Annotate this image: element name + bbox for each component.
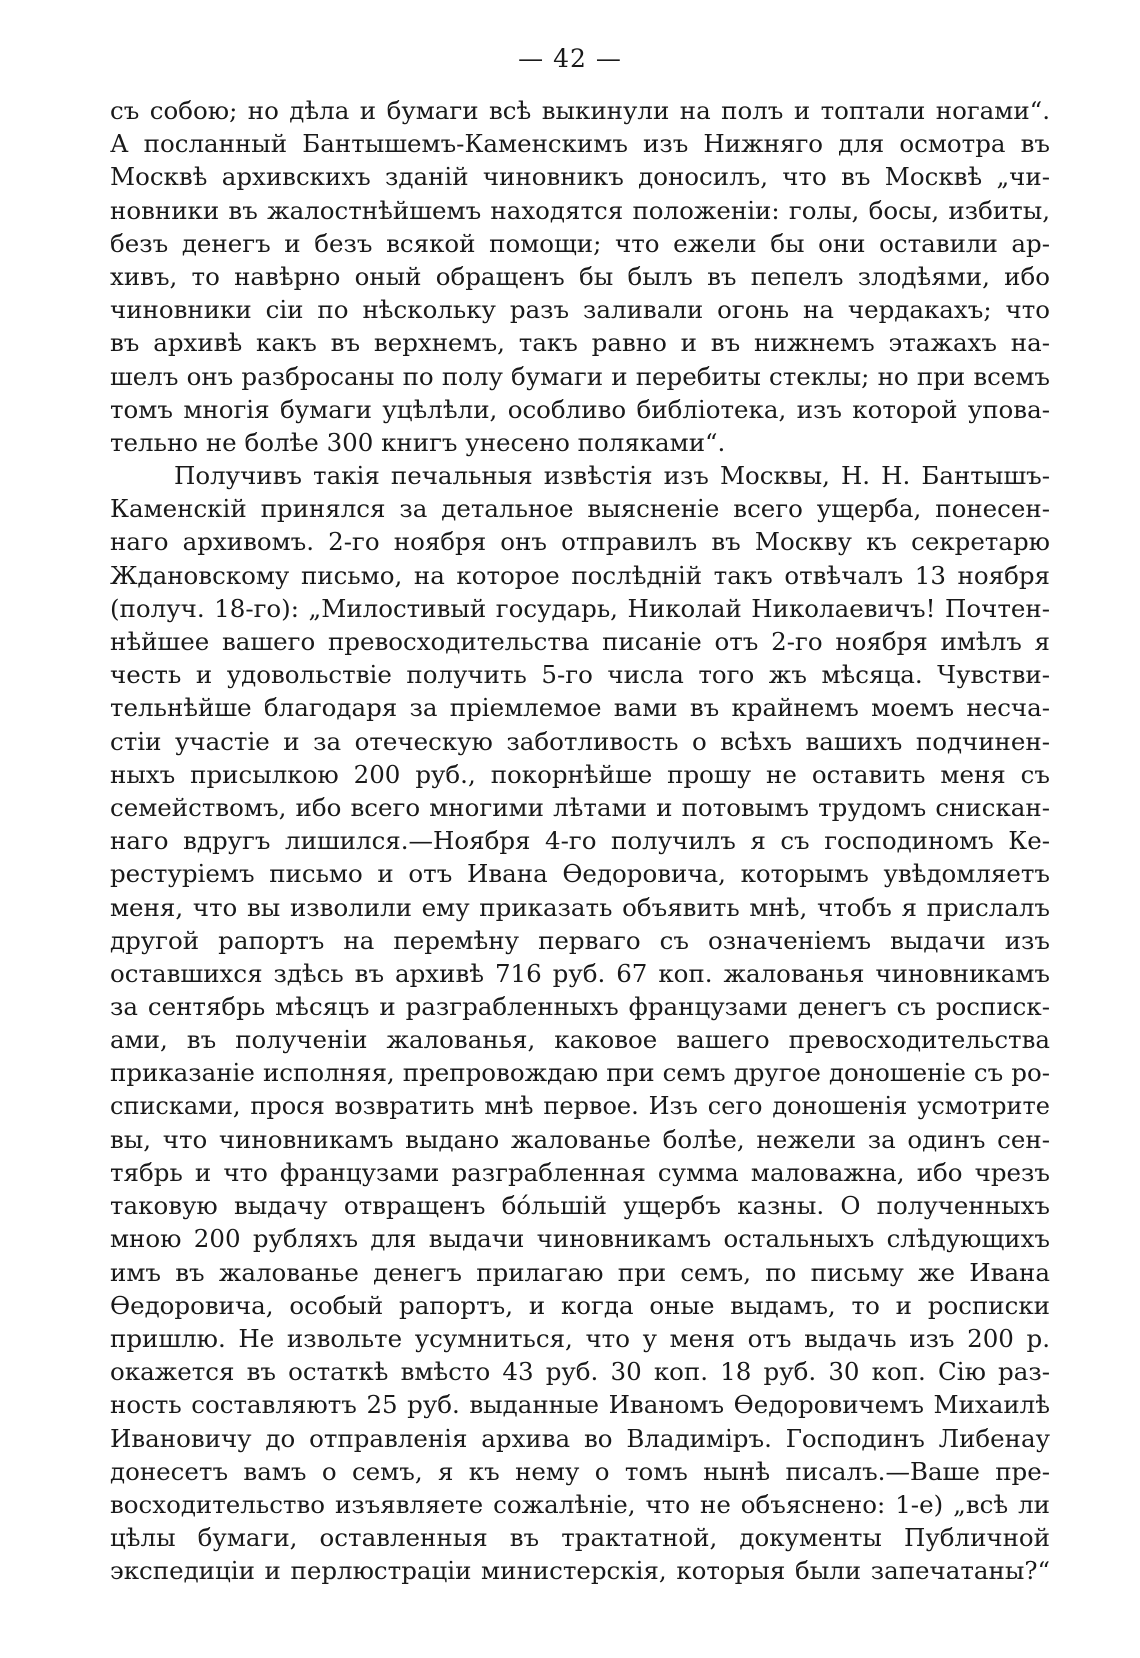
text-line: тельно не болѣе 300 книгъ унесено поляками“. <box>110 427 726 457</box>
text-line: рестуріемъ письмо и отъ Ивана Ѳедоровича, которымъ увѣдомляетъ <box>110 859 1050 889</box>
text-line: чиновники сіи по нѣскольку разъ заливали огонь на чердакахъ; что <box>110 295 1050 325</box>
text-line: честь и удовольствіе получить 5-го числа того жъ мѣсяца. Чувстви- <box>110 660 1050 690</box>
text-line: пришлю. Не извольте усумниться, что у меня отъ выдачь изъ 200 р. <box>110 1323 1050 1353</box>
text-line: новники въ жалостнѣйшемъ находятся положеніи: голы, босы, избиты, <box>110 195 1050 225</box>
text-line: тельнѣйше благодаря за пріемлемое вами въ крайнемъ моемъ несча- <box>110 693 1050 723</box>
text-line: наго вдругъ лишился.—Ноября 4-го получилъ я съ господиномъ Ке- <box>110 826 1050 856</box>
text-line: ность составляютъ 25 руб. выданные Иваномъ Ѳедоровичемъ Михаилѣ <box>110 1390 1050 1420</box>
page-number: — 42 — <box>518 44 622 73</box>
text-line: безъ денегъ и безъ всякой помощи; что ежели бы они оставили ар- <box>110 228 1050 258</box>
text-line: стіи участіе и за отеческую заботливость о всѣхъ вашихъ подчинен- <box>110 726 1050 756</box>
text-line: таковую выдачу отвращенъ бóльшій ущербъ казны. О полученныхъ <box>110 1191 1050 1221</box>
text-line: тябрь и что французами разграбленная сумма маловажна, ибо чрезъ <box>110 1158 1050 1187</box>
text-line: за сентябрь мѣсяцъ и разграбленныхъ французами денегъ съ росписк- <box>110 992 1050 1022</box>
text-line: Ждановскому письмо, на которое послѣдній такъ отвѣчалъ 13 ноября <box>110 560 1050 590</box>
text-line: въ архивѣ какъ въ верхнемъ, такъ равно и въ нижнемъ этажахъ на- <box>110 328 1050 358</box>
text-line: Ѳедоровича, особый рапортъ, и когда оные выдамъ, то и росписки <box>110 1290 1050 1320</box>
text-line: мною 200 рубляхъ для выдачи чиновникамъ остальныхъ слѣдующихъ <box>110 1224 1050 1254</box>
text-line: шелъ онъ разбросаны по полу бумаги и перебиты стеклы; но при всемъ <box>110 361 1050 391</box>
text-line: цѣлы бумаги, оставленныя въ трактатной, документы Публичной <box>110 1523 1050 1553</box>
text-line: ныхъ присылкою 200 руб., покорнѣйше прошу не оставить меня съ <box>110 759 1050 789</box>
text-line: приказаніе исполняя, препровождаю при семъ другое доношеніе съ ро- <box>110 1058 1050 1088</box>
text-line: оставшихся здѣсь въ архивѣ 716 руб. 67 коп. жалованья чиновникамъ <box>110 958 1050 988</box>
text-line: Получивъ такія печальныя извѣстія изъ Москвы, Н. Н. Бантышъ- <box>174 461 1050 491</box>
text-line: наго архивомъ. 2-го ноября онъ отправилъ въ Москву къ секретарю <box>110 527 1050 557</box>
text-line: имъ въ жалованье денегъ прилагаю при семъ, по письму же Ивана <box>110 1257 1050 1287</box>
body-text <box>110 94 1050 1587</box>
text-line: семействомъ, ибо всего многими лѣтами и потовымъ трудомъ снискан- <box>110 792 1050 822</box>
text-line: съ собою; но дѣла и бумаги всѣ выкинули на полъ и топтали ногами“. <box>110 96 1050 125</box>
text-line: списками, прося возвратить мнѣ первое. Изъ сего доношенія усмотрите <box>110 1091 1050 1120</box>
text-line: ами, въ полученіи жалованья, каковое вашего превосходительства <box>110 1025 1050 1055</box>
text-line: Москвѣ архивскихъ зданій чиновникъ доносилъ, что въ Москвѣ „чи- <box>110 162 1050 192</box>
text-line: экспедиціи и перлюстраціи министерскія, которыя были запечатаны?“ <box>110 1556 1050 1586</box>
text-line: Каменскій принялся за детальное выясненіе всего ущерба, понесен- <box>110 494 1050 524</box>
text-line: Ивановичу до отправленія архива во Владиміръ. Господинъ Либенау <box>110 1423 1050 1453</box>
text-line: нѣйшее вашего превосходительства писаніе отъ 2-го ноября имѣлъ я <box>110 627 1050 656</box>
text-line: меня, что вы изволили ему приказать объявить мнѣ, чтобъ я прислалъ <box>110 892 1050 922</box>
text-line: (получ. 18-го): „Милостивый государь, Николай Николаевичъ! Почтен- <box>110 593 1050 623</box>
text-line: А посланный Бантышемъ-Каменскимъ изъ Нижняго для осмотра въ <box>110 129 1050 159</box>
text-line: хивъ, то навѣрно оный обращенъ бы былъ въ пепелъ злодѣями, ибо <box>110 261 1050 291</box>
text-line: окажется въ остаткѣ вмѣсто 43 руб. 30 коп. 18 руб. 30 коп. Сію раз- <box>110 1357 1050 1387</box>
text-line: восходительство изъявляете сожалѣніе, что не объяснено: 1-е) „всѣ ли <box>110 1489 1050 1519</box>
text-line: томъ многія бумаги уцѣлѣли, особливо библіотека, изъ которой упова- <box>110 394 1050 424</box>
text-line: донесетъ вамъ о семъ, я къ нему о томъ нынѣ писалъ.—Ваше пре- <box>110 1456 1050 1486</box>
text-line: вы, что чиновникамъ выдано жалованье болѣе, нежели за одинъ сен- <box>110 1124 1050 1154</box>
text-line: другой рапортъ на перемѣну перваго съ означеніемъ выдачи изъ <box>110 925 1050 955</box>
